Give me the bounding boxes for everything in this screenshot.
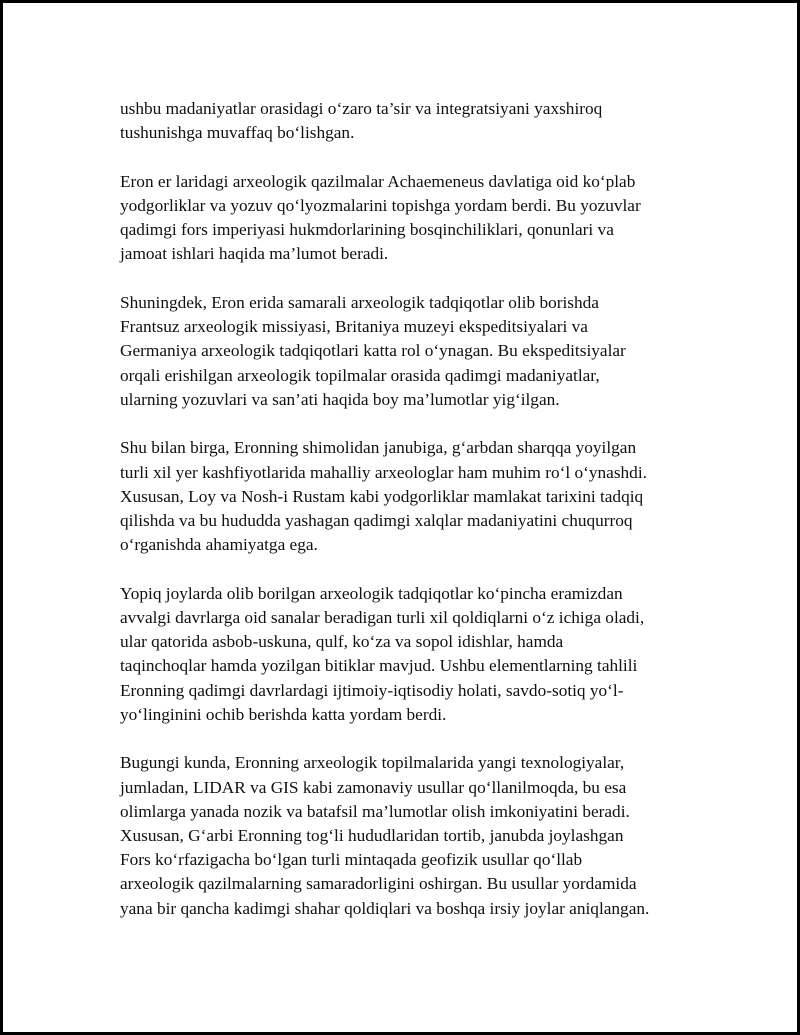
paragraph-3: Shuningdek, Eron erida samarali arxeologik tadqiqotlar olib borishda Frantsuz arxeologik missiyasi, Britaniya muzeyi ekspeditsiyalari va Germaniya arxeologik tadqiqotlari katta rol o‘ynagan. Bu ekspeditsiyalar orqali erishilgan arxeologik topilmalar orasida qadimgi madaniyatlar, ularning yozuvlari va san’ati haqida boy ma’lumotlar yig‘ilgan.: [120, 293, 626, 409]
document-body: [120, 97, 695, 945]
paragraph-4: Shu bilan birga, Eronning shimolidan janubiga, g‘arbdan sharqqa yoyilgan turli xil yer kashfiyotlarida mahalliy arxeologlar ham muhim ro‘l o‘ynashdi. Xususan, Loy va Nosh-i Rustam kabi yodgorliklar mamlakat tarixini tadqiq qilishda va bu hududda yashagan qadimgi xalqlar madaniyatini chuqurroq o‘rganishda ahamiyatga ega.: [120, 438, 647, 555]
paragraph-6: Bugungi kunda, Eronning arxeologik topilmalarida yangi texnologiyalar, jumladan, LIDAR va GIS kabi zamonaviy usullar qo‘llanilmoqda, bu esa olimlarga yanada nozik va batafsil ma’lumotlar olish imkoniyatini beradi. Xususan, G‘arbi Eronning tog‘li hududlaridan tortib, janubda joylashgan Fors ko‘rfazigacha bo‘lgan turli mintaqada geofizik usullar qo‘llab arxeologik qazilmalarning samaradorligini oshirgan. Bu usullar yordamida yana bir qancha kadimgi shahar qoldiqlari va boshqa irsiy joylar aniqlangan.: [120, 753, 650, 918]
paragraph-2: Eron er laridagi arxeologik qazilmalar Achaemeneus davlatiga oid ko‘plab yodgorliklar va yozuv qo‘lyozmalarini topishga yordam berdi. Bu yozuvlar qadimgi fors imperiyasi hukmdorlarining bosqinchiliklari, qonunlari va jamoat ishlari haqida ma’lumot beradi.: [120, 171, 641, 264]
paragraph-5: Yopiq joylarda olib borilgan arxeologik tadqiqotlar ko‘pincha eramizdan avvalgi davrlarga oid sanalar beradigan turli xil qoldiqlarni o‘z ichiga oladi, ular qatorida asbob-uskuna, qulf, ko‘za va sopol idishlar, hamda taqinchoqlar hamda yozilgan bitiklar mavjud. Ushbu elementlarning tahlili Eronning qadimgi davrlardagi ijtimoiy-iqtisodiy holati, savdo-sotiq yo‘l- yo‘linginini ochib berishda katta yordam berdi.: [120, 583, 645, 724]
paragraph-1: ushbu madaniyatlar orasidagi o‘zaro ta’sir va integratsiyani yaxshiroq tushunishga muvaffaq bo‘lishgan.: [120, 99, 603, 143]
